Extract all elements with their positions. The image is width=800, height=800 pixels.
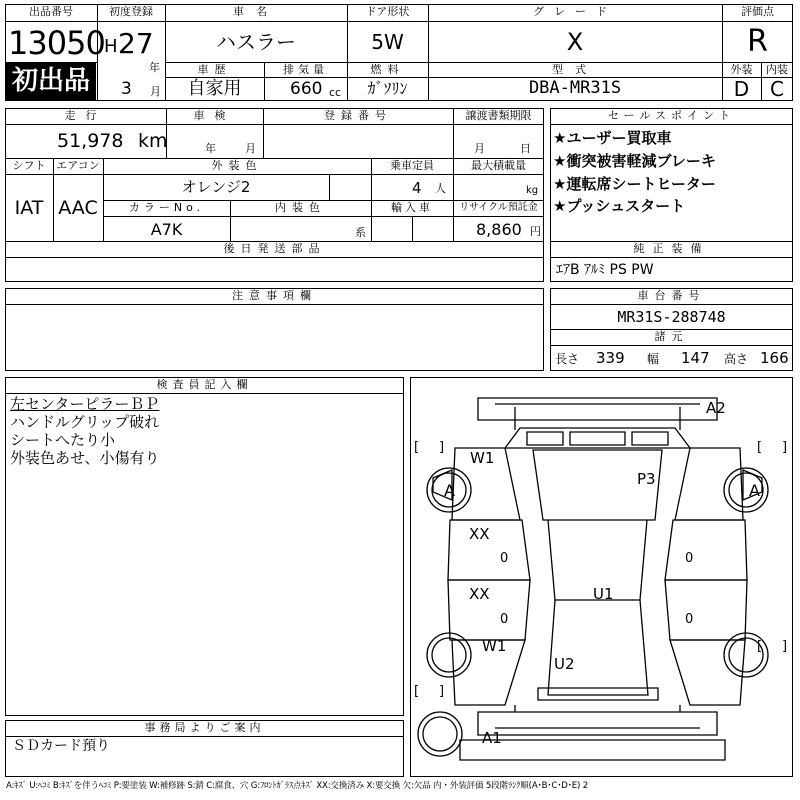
grade-value: X — [566, 28, 584, 56]
door-type: 5W — [371, 30, 404, 54]
displacement-unit: cc — [329, 86, 342, 99]
recycle-fee-unit: 円 — [530, 225, 541, 238]
length-value: 339 — [596, 349, 625, 367]
first-listing-badge: 初出品 — [6, 63, 96, 100]
model-code: DBA-MR31S — [528, 78, 622, 98]
dimensions-label: 諸元 — [654, 330, 689, 343]
interior-color-unit: 系 — [355, 226, 366, 239]
exterior-color: オレンジ2 — [181, 178, 251, 196]
standard-equipment: ｴｱB ｱﾙﾐ PS PW — [556, 262, 654, 278]
interior-grade-label: 内装 — [766, 63, 788, 76]
fuel-value: ｶﾞｿﾘﾝ — [367, 79, 408, 98]
sales-points-label: セールスポイント — [607, 109, 735, 122]
year-unit: 年 — [149, 61, 160, 74]
width-label: 幅 — [647, 352, 660, 366]
damage-mark: A — [749, 481, 760, 500]
lot-number-label: 出品番号 — [29, 5, 73, 18]
damage-mark: XX — [469, 585, 490, 603]
damage-mark: U1 — [593, 585, 614, 603]
door-type-label: ドア形状 — [365, 5, 410, 18]
fuel-label: 燃料 — [370, 63, 405, 76]
aircon-value: AAC — [58, 197, 98, 219]
import-label: 輸入車 — [391, 201, 433, 214]
bracket-mark: [ — [757, 440, 763, 455]
sales-point: ★衝突被害軽減ブレーキ — [553, 152, 716, 170]
damage-mark: A2 — [706, 399, 726, 417]
capacity-value: 4 — [412, 179, 422, 197]
inspector-note: 左センターピラーＢＰ — [10, 395, 160, 413]
car-name-label: 車名 — [233, 5, 279, 18]
score-value: R — [747, 24, 768, 59]
damage-mark: W1 — [482, 637, 507, 655]
bracket-mark: ] — [439, 684, 445, 699]
length-label: 長さ — [555, 352, 580, 366]
exterior-grade-label: 外装 — [730, 63, 753, 76]
bracket-mark: ] — [782, 440, 788, 455]
transfer-deadline-label: 譲渡書類期限 — [465, 109, 532, 122]
bracket-mark: ] — [439, 440, 445, 455]
damage-mark: W1 — [470, 449, 495, 467]
recycle-fee-label: リサイクル預託金 — [459, 202, 538, 213]
max-load-label: 最大積載量 — [471, 159, 526, 172]
inspection-label: 車検 — [193, 109, 236, 122]
recycle-fee: 8,860 — [476, 220, 522, 239]
damage-mark: P3 — [637, 470, 656, 488]
month-unit: 月 — [150, 85, 161, 98]
damage-mark: XX — [469, 525, 490, 543]
registration-year: 27 — [118, 27, 154, 60]
interior-color-label: 内装色 — [275, 201, 326, 214]
car-name: ハスラー — [216, 30, 296, 54]
zero-mark: 0 — [500, 612, 509, 627]
zero-mark: 0 — [500, 551, 509, 566]
capacity-unit: 人 — [435, 182, 446, 195]
office-notice: ＳＤカード預り — [12, 738, 110, 754]
zero-mark: 0 — [685, 612, 694, 627]
sales-point: ★運転席シートヒーター — [553, 175, 716, 193]
grade-label: グレード — [533, 5, 617, 18]
aircon-label: エアコン — [56, 159, 100, 172]
zero-mark: 0 — [685, 551, 694, 566]
inspector-note: ハンドルグリップ破れ — [10, 413, 160, 431]
registration-number-label: 登録番号 — [324, 109, 392, 122]
capacity-label: 乗車定員 — [390, 159, 434, 172]
transfer-day-unit: 日 — [520, 142, 531, 155]
score-label: 評価点 — [741, 5, 774, 18]
damage-mark: A1 — [482, 729, 502, 747]
bracket-mark: [ — [414, 440, 420, 455]
standard-equipment-label: 純正装備 — [633, 242, 710, 255]
displacement-value: 660 — [290, 79, 323, 99]
transfer-month-unit: 月 — [474, 142, 485, 155]
later-parts-label: 後日発送部品 — [223, 242, 326, 255]
sales-point: ★プッシュスタート — [553, 197, 686, 215]
notes-label: 注意事項欄 — [232, 289, 317, 302]
mileage-value: 51,978 — [57, 130, 124, 152]
inspection-year-unit: 年 — [205, 142, 216, 155]
height-label: 高さ — [724, 352, 749, 366]
shift-value: IAT — [14, 197, 44, 219]
max-load-unit: kg — [526, 185, 539, 196]
era-letter: H — [104, 36, 118, 57]
inspector-note: シートへたり小 — [10, 431, 116, 449]
chassis-number: MR31S-288748 — [617, 308, 726, 326]
displacement-label: 排気量 — [283, 63, 328, 76]
exterior-grade: D — [733, 77, 750, 101]
exterior-color-label: 外装色 — [211, 159, 263, 172]
bracket-mark: ] — [782, 639, 788, 654]
history-value: 自家用 — [187, 78, 242, 99]
lot-number: 13050 — [8, 24, 105, 62]
inspector-notes-label: 検査員記入欄 — [156, 378, 253, 391]
bracket-mark: [ — [414, 684, 420, 699]
damage-mark: A — [444, 481, 455, 500]
mileage-label: 走行 — [64, 109, 107, 122]
sales-point: ★ユーザー買取車 — [553, 129, 672, 147]
model-code-label: 型式 — [552, 63, 598, 76]
inspection-month-unit: 月 — [245, 142, 256, 155]
registration-month: 3 — [121, 79, 132, 99]
legend: A:ｷｽﾞ U:ﾍｺﾐ B:ｷｽﾞを伴うﾍｺﾐ P:要塗装 W:補修跡 S:錆 C:腐食、穴 G:ﾌﾛﾝﾄｶﾞﾗｽ点ｷｽﾞ XX:交換済み X:要交換 欠:欠品 内・外装評価 5段階ﾗﾝｸ順(A･B･C･D･E) 2 — [6, 781, 588, 791]
bracket-mark: [ — [757, 639, 763, 654]
first-registration-label: 初度登録 — [109, 5, 153, 18]
width-value: 147 — [681, 349, 710, 367]
interior-grade: C — [770, 77, 784, 101]
mileage-unit: km — [138, 130, 168, 152]
damage-mark: U2 — [554, 655, 575, 673]
color-number-label: カラーNo. — [128, 201, 205, 214]
color-number: A7K — [150, 220, 183, 239]
office-notice-label: 事務局よりご案内 — [144, 721, 265, 734]
height-value: 166 — [760, 349, 789, 367]
chassis-number-label: 車台番号 — [637, 289, 706, 302]
shift-label: シフト — [12, 159, 46, 172]
history-label: 車歴 — [197, 63, 232, 76]
inspector-note: 外装色あせ、小傷有り — [10, 449, 160, 467]
